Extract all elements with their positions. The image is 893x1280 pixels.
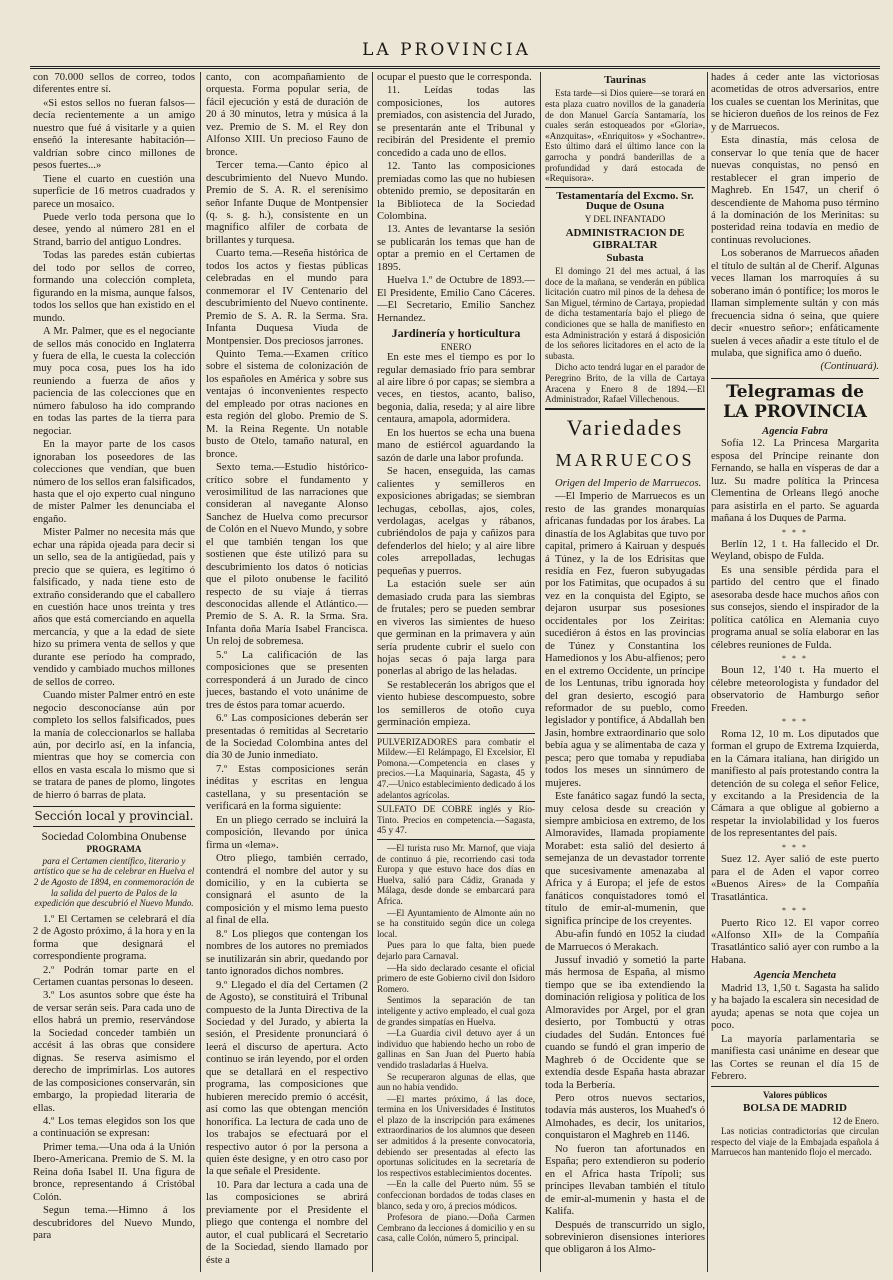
paragraph: 4.º Los temas elegidos son los que a continuación se expresan: — [33, 1116, 195, 1140]
paragraph: 3.º Los asuntos sobre que éste ha de versar serán seis. Para cada uno de ellos habrá un premio, reservándose la Sociedad conceder también un accésit á las obras que considere dignas. Se reserva asimismo el derecho de imprimirlas. Los autores de las composiciones conservarán, sin embargo, la propiedad literaria de ellas. — [33, 990, 195, 1114]
paragraph: Esta dinastía, más celosa de conservar lo que tenía que de hacer nuevas conquistas, no pensó en restablecer el gran imperio de Maghreb. En 1547, un cherif ó descendiente de Mahoma puso término á la dominación de los Merinitas: su posteridad reina todavía en medio de continuas revoluciones. — [711, 135, 879, 246]
origin-heading: Origen del Imperio de Marruecos. — [555, 477, 702, 489]
bullfight-text: Esta tarde—si Dios quiere—se torará en esta plaza cuatro novillos de la ganadería de don Manuel García Santamaría, los cuales serán estoqueados por «Gloria», «Anzquitas», «Enriquitos» y «Sochantre». Esto último dará el último lance con la garrocha y pondrá banderillas de a profundidad y dará estocada de «Requisora». — [545, 88, 705, 184]
paragraph: Se hacen, enseguida, las camas calientes y semilleros en exposiciones abrigadas; se siembran lechugas, cebollas, ajos, coles, verdolagas, acelgas y rábanos, cubriéndolos de paja y cañizos para defenderlos del hielo; y al aire libre coles arrepolladas, lechugas pequeñas y puerros. — [377, 466, 535, 577]
paragraph: 10. Para dar lectura a cada una de las composiciones se abrirá previamente por el Presidente el pliego que contenga el nombre del autor, el cual publicará el Secretario de la Sociedad, siendo llamado por éste a — [206, 1179, 368, 1266]
column-3 — [377, 72, 535, 1272]
paragraph: La estación suele ser aún demasiado cruda para las siembras de frutales; pero se pueden sembrar en viveros las simientes de hueso que germinan en la primavera y aún sería prudente cubrir el suelo con hojas secas ó paja larga para ponerlas al abrigo de las heladas. — [377, 579, 535, 678]
separator-stars: * * * — [782, 842, 808, 852]
telegram: Roma 12, 10 m. Los diputados que forman el grupo de Extrema Izquierda, en la Cámara italiana, han dirigido un manifiesto al país protestando contra la detención de su colega el señor Felice, y excitando a la Presidencia de la Cámara a que obligue al gobierno a respetar la inviolabilidad y los fueros de los representantes del país. — [711, 728, 879, 840]
paragraph: A Mr. Palmer, que es el negociante de sellos más conocido en Inglaterra y fuera de ella, le cuesta la colección muy poca cosa, pues los ha ido reuniendo a fuerza de años y paciencia de las colecciones que en número fabuloso ha ido comprando en todas las partes de la tierra para negociar. — [33, 326, 195, 437]
paragraph: Pero otros nuevos sectarios, todavía más austeros, los Muahed's ó Almohades, es decir, los unitarios, conquistaron el Maghreb en 1146. — [545, 1093, 705, 1142]
column-4 — [545, 72, 705, 1272]
testamentaria-sub: Y DEL INFANTADO — [584, 213, 666, 224]
paragraph: hades á ceder ante las victoriosas acometidas de otros adversarios, entre los cuales se cuentan los Merinitas, que se hicieron dueños de los reinos de Fez y de Marruecos. — [711, 72, 879, 133]
garden-heading: Jardinería y horticultura — [391, 326, 521, 341]
paragraph: En la mayor parte de los casos ignoraban los poseedores de las colecciones que vendían, que buen número de los sellos eran falsificados, hasta que el ojo experto cual ninguno de mister Palmer les denunciaba el engaño. — [33, 439, 195, 525]
paragraph: Los soberanos de Marruecos añaden el título de sultán al de Cherif. Algunas veces llaman los marroquíes á su soberano imán ó pontífice; los moros le llaman simplemente sultán y con más frecuencia sidna ó seina, que quiere decir «nuestro señor»; enfáticamente suelen á veces añadir a este título el de mulaba, que significa amo ó dueño. — [711, 248, 879, 359]
variedades-heading: Variedades — [566, 414, 684, 440]
paragraph: Dicho acto tendrá lugar en el parador de Peregrino Brito, de la villa de Cartaya Aracena y Enero 8 de 1894.—El Administrador, Rafael Villechenous. — [545, 362, 705, 405]
separator-stars: * * * — [782, 527, 808, 537]
news-item: —El turista ruso Mr. Marnof, que viaja de continuo á pie, recorriendo casi toda Europa y que estuvo hace dos días en Huelva, salió para Cádiz, Granada y Málaga, desde donde se embarcará para Africa. — [377, 843, 535, 907]
paragraph: 9.º Llegado el día del Certamen (2 de Agosto), se constituirá el Tribunal compuesto de la Junta Directiva de la Sociedad y del Jurado, y abierta la sesión, el Presidente pronunciará ó leerá el discurso de apertura. Acto continuo se irán leyendo, por el orden que se detallará en el respectivo programa, las composiciones que hubieren merecido premio ó accésit, así como las que obtengan mención honorífica. La lectura de cada uno de los trabajos se efectuará por el respectivo autor ó por la persona a quien éste designe, y en otro caso por la que señale el Presidente. — [206, 979, 368, 1178]
program-title: PROGRAMA — [86, 844, 142, 855]
header-rule — [30, 66, 880, 69]
paragraph: 1.º El Certamen se celebrará el día 2 de Agosto próximo, á la hora y en la forma que designará el correspondiente programa. — [33, 913, 195, 963]
paragraph: Quinto Tema.—Examen crítico sobre el sistema de colonización de los españoles en América y sobre sus ventajas ó inconvenientes respecto del empleado por otras naciones en esta región del globo. Premio de S. M. la Reina Regente. Un notable busto de Otelo, tamaño natural, en bronce. — [206, 348, 368, 460]
administration-heading: ADMINISTRACION DE GIBRALTAR — [565, 226, 685, 252]
paragraph: 11. Leídas todas las composiciones, los autores premiados, con asistencia del Jurado, se presentarán ante el Tribunal y recibirán del Presidente el premio concedido a cada uno de ellos. — [377, 85, 535, 159]
paragraph: 13. Antes de levantarse la sesión se publicarán los temas que han de optar a premio en el Certamen de 1895. — [377, 224, 535, 273]
program-subtitle: para el Certamen científico, literario y artístico que se ha de celebrar en Huelva el 2 de Agosto de 1894, en conmemoración de la salida del puerto de Palos de la expedición que descubrió el Nuevo Mundo. — [33, 855, 195, 909]
column-5 — [711, 72, 879, 1272]
news-item: —El martes próximo, á las doce, termina en los Universidades é Institutos el plazo de la inscripción para exámenes extraordinarios de los alumnos que deseen ser admitidos á la presente convocatoria, debiendo ser presentadas al efecto las oportunas solicitudes en la secretaría de los respectivos establecimientos docentes. — [377, 1093, 535, 1178]
column-2 — [206, 72, 368, 1272]
paragraph: «Si estos sellos no fueran falsos—decía recientemente a un amigo nuestro que fué á visitarle y a quien enseñó la interesante habitación—valdrían sobre cinco millones de pesos fuertes...» — [33, 97, 195, 172]
paragraph: Cuarto tema.—Reseña histórica de todos los actos y fiestas públicas celebradas en el mundo para conmemorar el IV Centenario del descubrimiento del Nuevo continente. Premio de S. A. R. la Serma. Sra. Infanta Duquesa Viuda de Montpensier. Dos preciosos jarrones. — [206, 248, 368, 347]
separator-stars: * * * — [782, 717, 808, 727]
marruecos-heading: MARRUECOS — [555, 449, 695, 470]
column-rule — [540, 72, 541, 1272]
paragraph: En un pliego cerrado se incluirá la composición, llevando por única firma un «lema». — [206, 814, 368, 851]
paragraph: Segun tema.—Himno á los descubridores del Nuevo Mundo, para — [33, 1205, 195, 1242]
paragraph: —El Imperio de Marruecos es un resto de las grandes monarquías africanas fundadas por los árabes. La dinastía de los Aglabitas que tuvo por capital, primero á Kairuan y después á Túnez, y la de los Edrisitas que residía en Fez, fueron subyugadas por los Fatimitas, que ocupados á su vez en la conquista del Egipto, se dejaron usurpar sus posesiones occidentales por los Zeiritas: sucediéron á éstos en las provincias de Túnez y Constantina los Hamedionos y los Abu-alfienos; pero en el extremo Occidente, un príncipe de los Lentunas, tribu ignorada hoy del gran desierto, escogió para reformador de su pueblo, como legislador y pontífice, á Abdallah ben Jasin, hombre extraordinario que solo bebía agua y se alimentaba de caza y pesca; pero que tomaba y repudiaba todos los meses un sinnúmero de mujeres. — [545, 491, 705, 789]
paragraph: El domingo 21 del mes actual, á las doce de la mañana, se venderán en pública licitación cuatro mil pinos de la dehesa de San Miguel, término de Cartaya, propiedad de dicha testamentaría bajo el pliego de condiciones que se halla de manifiesto en esta Administración y estará á disposición de los señores licitadores en el acto de la subasta. — [545, 266, 705, 361]
paragraph: Tercer tema.—Canto épico al descubrimiento del Nuevo Mundo. Premio de S. A. R. el serenísimo señor Infante Duque de Montpensier (q. s. g. h.), consistente en un magnífico alfiler de corbata de brillantes y turquesa. — [206, 160, 368, 246]
bolsa-title: Valores públicos — [762, 1090, 828, 1101]
news-item: —Ha sido declarado cesante el oficial primero de este Gobierno civil don Isidoro Romero. — [377, 962, 535, 994]
masthead — [0, 0, 893, 70]
paragraph: Este fanático sagaz fundó la secta, muy celosa desde su creación y siempre ambiciosa en extremo, de los Almoravides, llamada propiamente Morabet: esta salió del desierto á semejanza de un devastador torrente que sucesivamente amenazaba al Africa y á Europa; el jefe de estos fanáticos conquistadores tomó el título de emir-al-mumenin, que significa príncipe de los creyentes. — [545, 791, 705, 927]
testamentaria-heading: Testamentaría del Excmo. Sr. Duque de Osuna — [556, 189, 694, 213]
column-1 — [33, 72, 195, 1272]
auction-heading: Subasta — [606, 252, 644, 265]
paragraph: Otro pliego, también cerrado, contendrá el nombre del autor y su domicilio, y en la cubierta se consignará el asunto de la composición y el mismo lema puesto al final de ella. — [206, 853, 368, 927]
paragraph: 5.º La calificación de las composiciones que se presenten corresponderá á un Jurado de cinco jueces, bastando el voto unánime de tres de éstos para tomar acuerdo. — [206, 649, 368, 711]
continued-note: (Continuará). — [820, 361, 879, 373]
paragraph: 8.º Los pliegos que contengan los nombres de los autores no premiados se inutilizarán sin abrir, quedando por tanto ignorados dichos nombres. — [206, 928, 368, 978]
paragraph: Primer tema.—Una oda á la Unión Ibero-Americana. Premio de S. M. la Reina doña Isabel II. Una figura de bronce, representando á Cristóbal Colón. — [33, 1141, 195, 1203]
society-title: Sociedad Colombina Onubense — [41, 830, 187, 843]
paragraph: 12. Tanto las composiciones premiadas como las que no hubiesen obtenido premio, se depositarán en la Biblioteca de la Sociedad Colombina. — [377, 161, 535, 222]
news-item: —La Guardia civil detuvo ayer á un individuo que habiendo hecho un robo de gallinas en San Juan del Puerto había vendido trasladarlas á Huelva. — [377, 1028, 535, 1070]
paragraph: Después de transcurrido un siglo, sobrevinieron disensiones interiores que obligaron á los Almo- — [545, 1219, 705, 1256]
paragraph: canto, con acompañamiento de orquesta. Forma popular seria, de fácil ejecución y está de duración de 20 á 30 minutos, letra y música á la vez. Premio de S. M. el Rey don Alfonso XIII. Un precioso Fauno de bronce. — [206, 72, 368, 158]
paragraph: Todas las paredes están cubiertas del todo por sellos de correo, formando una colección completa, figurando en la misma, aunque falsos, todos los sellos que han existido en el mundo. — [33, 250, 195, 324]
bolsa-text: Las noticias contradictorias que circulan respecto del viaje de la Embajada española á Marruecos han mantenido flojo el mercado. — [711, 1126, 879, 1158]
bullfight-heading: Taurinas — [604, 74, 646, 86]
news-item: —En la calle del Puerto núm. 55 se confeccionan bordados de todas clases en blanco, seda y oro, á precios módicos. — [377, 1179, 535, 1211]
news-item: Profesora de piano.—Doña Carmen Cembrano da lecciones á domicilio y en su casa, calle Colón, número 5, principal. — [377, 1212, 535, 1244]
news-item: Pues para lo que falta, bien puede dejarlo para Carnaval. — [377, 940, 535, 961]
separator-stars: * * * — [782, 906, 808, 916]
column-rule — [707, 72, 708, 1272]
paragraph: Mister Palmer no necesita más que echar una rápida ojeada para decir si un sello, sea de la antigüedad, país y precio que se quiera, es legítimo ó falsificado, y nada tiene esto de extraño considerando que el caballero en cuestión hace unos treinta y tres años que está comerciando en aquella mercancía, y que a la edad de siete hizo su primera venta de sellos y que durante ese período ha comprado, vendido y cambiado muchos millones de sellos de correo. — [33, 527, 195, 688]
telegram: Suez 12. Ayer salió de este puerto para el de Aden el vapor correo «Buenos Aires» de la Compañía Trasatlántica. — [711, 854, 879, 903]
garden-month: ENERO — [440, 341, 472, 352]
paragraph: Jussuf invadió y sometió la parte más hermosa de España, al mismo tiempo que se iba extendiendo la dominación religiosa y política de los Almoravides por Argel, por el gran desierto, por Tombuctú y otras ciudades del Sudán. Entonces fué cuando se fundó el gran imperio de Maghreb ó de Occidente que se extendía desde España hasta abrazar toda la Berbería. — [545, 955, 705, 1091]
paragraph: En los huertos se echa una buena mano de estiércol aguardando la sazón de darle una labor profunda. — [377, 427, 535, 464]
telegram: La mayoría parlamentaria se manifiesta casi unánime en desear que las Cortes se reunan el día 15 de Febrero. — [711, 1033, 879, 1082]
paragraph: Sexto tema.—Estudio histórico-crítico sobre el fundamento y verosimilitud de las narraciones que consideran al navegante Alonso Sanchez de Huelva como precursor de Colón en el Nuevo Mundo, y sobre el que también tengan los que sostienen que éste utilizó para su descubrimiento los datos ó noticias que el piloto onubense le facilitó respecto de su viaje á tierras desconocidas allende el Atlántico.—Premio de S. A. R. la Srma. Sra. Infanta doña María Isabel Francisca. Un reloj de sobremesa. — [206, 462, 368, 648]
paragraph: En este mes el tiempo es por lo regular demasiado frío para sembrar al aire libre ó por capas; se siembra a veces, en tiestos, acanto, baliso, begonia, dalia, reseda; y al aire libre centaura, amapola, adormidera. — [377, 352, 535, 426]
column-rule — [200, 72, 201, 1272]
paragraph: Tiene el cuarto en cuestión una superficie de 16 metros cuadrados y parece un mosaico. — [33, 173, 195, 210]
telegram: Madrid 13, 1,50 t. Sagasta ha salido y ha bajado la escalera sin necesidad de ayuda; apenas se nota que cojea un poco. — [711, 982, 879, 1032]
newspaper-title: LA PROVINCIA — [362, 40, 531, 60]
separator-stars: * * * — [782, 654, 808, 664]
section-heading: Sección local y provincial. — [33, 806, 195, 826]
paragraph: Huelva 1.º de Octubre de 1893.—El Presidente, Emilio Cano Cáceres.—El Secretario, Emilio Sanchez Hernandez. — [377, 275, 535, 324]
bolsa-heading: BOLSA DE MADRID — [743, 1102, 847, 1115]
telegram: Puerto Rico 12. El vapor correo «Alfonso XII» de la Compañía Trasatlántico salió ayer con rumbo a la Habana. — [711, 917, 879, 966]
bolsa-date: 12 de Enero. — [832, 1115, 879, 1126]
telegram: Sofía 12. La Princesa Margarita esposa del Príncipe reinante don Fernando, se halla en vísperas de dar a luz. Su madre política la Princesa Clementina de Orleans llegó anoche para asistirla en el parto. Se aguarda mañana á los Duques de Parma. — [711, 438, 879, 525]
paragraph: Puede verlo toda persona que lo desee, yendo al número 281 en el Strand, barrio del antiguo Londres. — [33, 211, 195, 248]
telegram: Es una sensible pérdida para el partido del centro que el finado asesoraba desde hace muchos años con sus consejos, siendo el inspirador de la política católica en Alemania cuyo programa anual se solía elaborar en las célebres reuniones de Fulda. — [711, 564, 879, 651]
telegrams-heading: Telegramas de LA PROVINCIA — [711, 378, 879, 422]
news-item: Se recuperaron algunas de ellas, que aun no había vendido. — [377, 1071, 535, 1093]
advertisement: SULFATO DE COBRE inglés y Río-Tinto. Precios en competencia.—Sagasta, 45 y 47. — [377, 801, 535, 836]
paragraph: No fueron tan afortunados en España; pero extendieron su poderío en el Africa hasta Trípoli; sus príncipes llevaban también el título de emir-al-mumenin y hasta el de Kalifa. — [545, 1143, 705, 1218]
advertisement: PULVERIZADORES para combatir el Mildew.—El Relámpago, El Excelsior, El Pomona.—Competencia en clases y precios.—La Maquinaria, Sagasta, 45 y 47.—Unico establecimiento dedicado á los adelantos agrícolas. — [377, 736, 535, 800]
paragraph: con 70.000 sellos de correo, todos diferentes entre sí. — [33, 72, 195, 96]
telegram: Boun 12, 1'40 t. Ha muerto el célebre meteorologista y fundador del observatorio de Hamburgo señor Freeden. — [711, 665, 879, 714]
paragraph: 7.º Estas composiciones serán inéditas y escritas en lengua castellana, y su presentación se verificará en la forma siguiente: — [206, 763, 368, 813]
paragraph: ocupar el puesto que le corresponda. — [377, 72, 532, 83]
column-rule — [372, 72, 373, 1272]
news-item: Sentimos la separación de tan inteligente y activo empleado, el cual goza de grandes simpatías en Huelva. — [377, 995, 535, 1027]
agency-heading: Agencia Mencheta — [753, 970, 837, 982]
paragraph: Cuando mister Palmer entró en este negocio desconocíanse aún por completo los sellos falsificados, pues la manía de coleccionarlos se hallaba aún, por decirlo así, en la infancia, mientras que hoy se comercia con ellos en vasta escala lo mismo que si se tratara de panes de plomo, lingotes de hierro ó barras de plata. — [33, 690, 195, 801]
paragraph: 2.º Podrán tomar parte en el Certamen cuantas personas lo deseen. — [33, 964, 195, 989]
paragraph: Abu-afin fundó en 1052 la ciudad de Marruecos ó Merakach. — [545, 929, 705, 953]
news-item: —El Ayuntamiento de Almonte aún no se ha constituido según dice un colega local. — [377, 907, 535, 939]
paragraph: Se restablecerán los abrigos que el viento hubiese descompuesto, sobre los semilleros de otoño cuya germinación empieza. — [377, 679, 535, 729]
paragraph: 6.º Las composiciones deberán ser presentadas ó remitidas al Secretario de la Sociedad Colombina antes del día 30 de Junio inmediato. — [206, 713, 368, 762]
telegram: Berlín 12, 1 t. Ha fallecido el Dr. Weyland, obispo de Fulda. — [711, 538, 879, 563]
agency-heading: Agencia Fabra — [762, 425, 828, 437]
